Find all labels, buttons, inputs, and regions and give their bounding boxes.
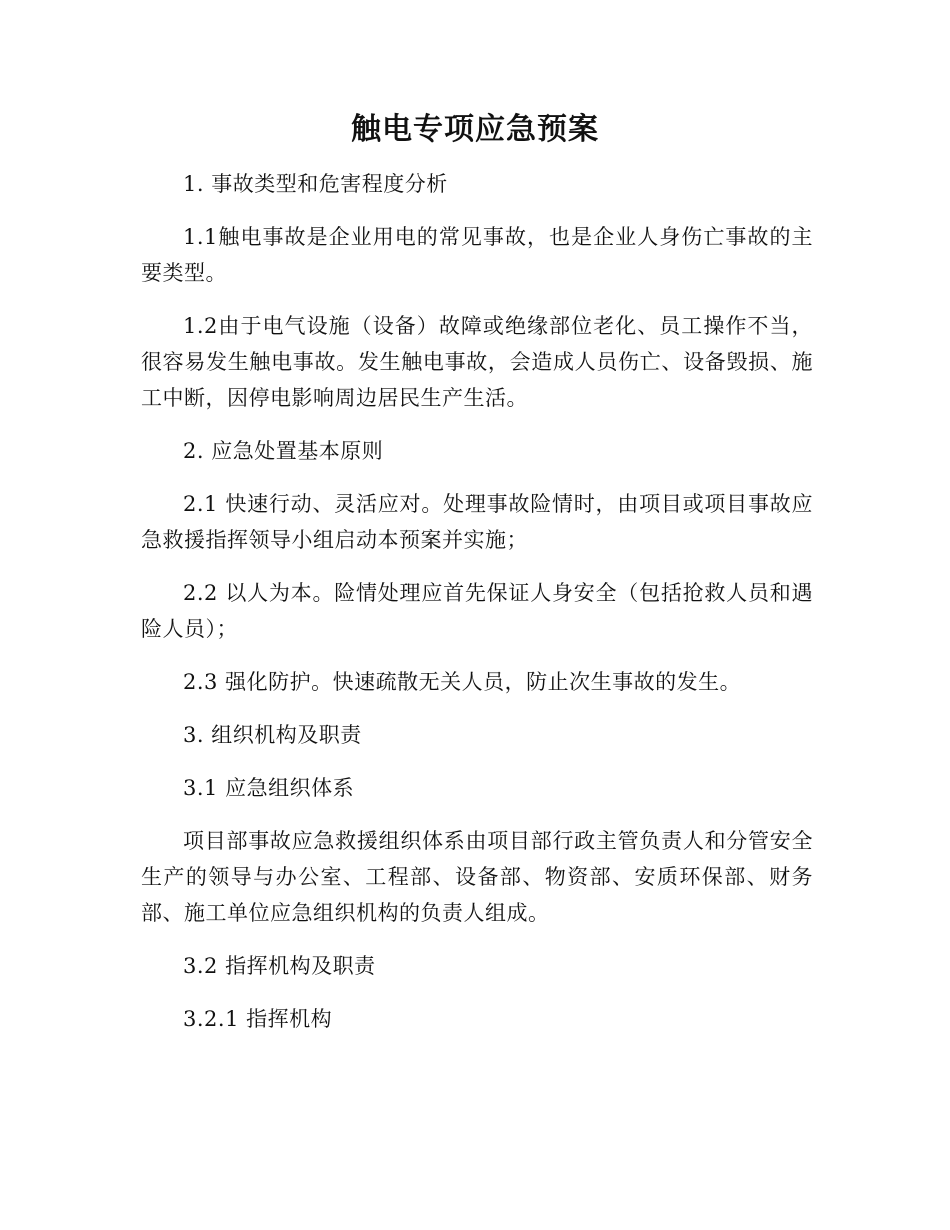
document-title: 触电专项应急预案 bbox=[351, 112, 599, 147]
heading-3-2-1: 3.2.1 指挥机构 bbox=[183, 1007, 333, 1031]
paragraph-1-1: 1.1触电事故是企业用电的常见事故，也是企业人身伤亡事故的主要类型。 bbox=[141, 225, 813, 285]
paragraph-1-2: 1.2由于电气设施（设备）故障或绝缘部位老化、员工操作不当，很容易发生触电事故。发生触电事故，会造成人员伤亡、设备毁损、施工中断，因停电影响周边居民生产生活。 bbox=[141, 314, 813, 410]
paragraph-2-2: 2.2 以人为本。险情处理应首先保证人身安全（包括抢救人员和遇险人员）； bbox=[141, 581, 813, 641]
heading-3-1: 3.1 应急组织体系 bbox=[183, 776, 355, 800]
paragraph-2-3: 2.3 强化防护。快速疏散无关人员，防止次生事故的发生。 bbox=[183, 670, 742, 694]
heading-3-2: 3.2 指挥机构及职责 bbox=[183, 954, 376, 978]
paragraph-org-system: 项目部事故应急救援组织体系由项目部行政主管负责人和分管安全生产的领导与办公室、工程部、设备部、物资部、安质环保部、财务部、施工单位应急组织机构的负责人组成。 bbox=[141, 829, 813, 925]
heading-organization: 3. 组织机构及职责 bbox=[183, 723, 362, 747]
heading-basic-principles: 2. 应急处置基本原则 bbox=[183, 439, 384, 463]
heading-accident-types: 1. 事故类型和危害程度分析 bbox=[183, 172, 448, 196]
document-body bbox=[141, 166, 813, 1054]
paragraph-2-1: 2.1 快速行动、灵活应对。处理事故险情时，由项目或项目事故应急救援指挥领导小组启动本预案并实施； bbox=[141, 492, 813, 552]
